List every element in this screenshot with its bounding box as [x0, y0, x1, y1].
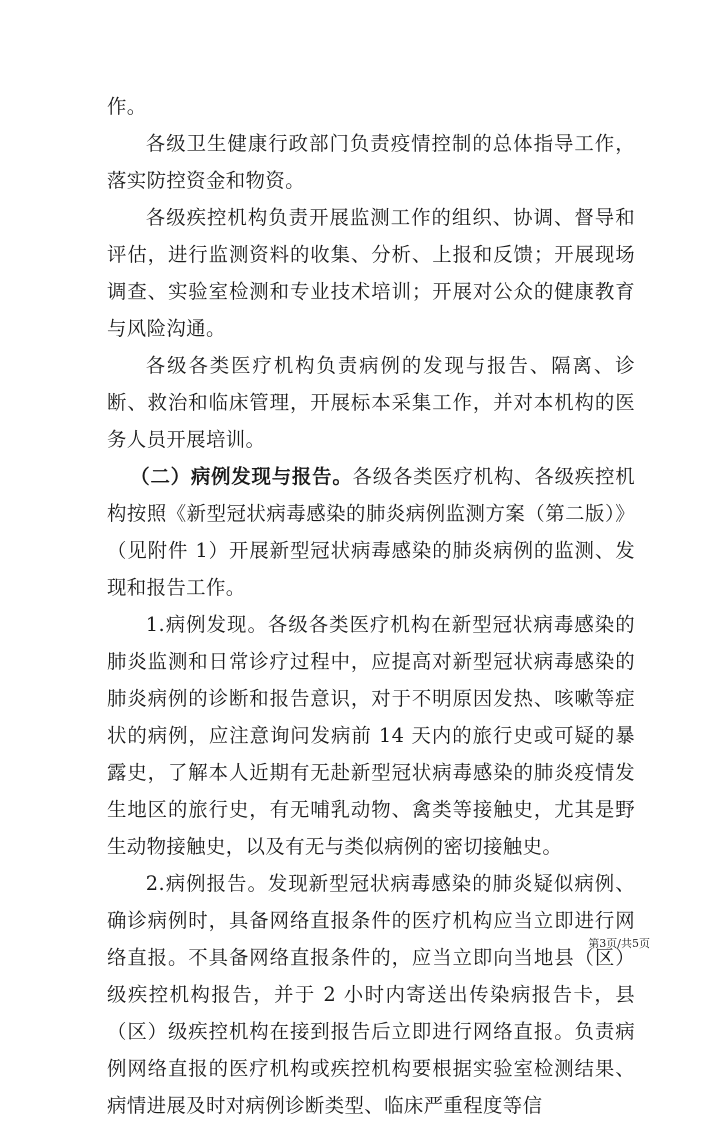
document-body	[107, 88, 635, 1124]
page-number: 第3页/共5页	[588, 937, 650, 950]
paragraph-case-discovery: 1.病例发现。各级各类医疗机构在新型冠状病毒感染的肺炎监测和日常诊疗过程中，应提高对新型冠状病毒感染的肺炎病例的诊断和报告意识，对于不明原因发热、咳嗽等症状的病例，应注意询问发病前 14 天内的旅行史或可疑的暴露史，了解本人近期有无赴新型冠状病毒感染的肺炎疫情发生地区的旅行史，有无哺乳动物、禽类等接触史，尤其是野生动物接触史，以及有无与类似病例的密切接触史。	[107, 613, 635, 858]
paragraph-case-reporting: 2.病例报告。发现新型冠状病毒感染的肺炎疑似病例、确诊病例时，具备网络直报条件的医疗机构应当立即进行网络直报。不具备网络直报条件的，应当立即向当地县（区）级疾控机构报告，并于 2 小时内寄送出传染病报告卡，县（区）级疾控机构在接到报告后立即进行网络直报。负责病例网络直报的医疗机构或疾控机构要根据实验室检测结果、病情进展及时对病例诊断类型、临床严重程度等信	[107, 872, 635, 1117]
paragraph-continuation: 作。	[107, 95, 147, 118]
section-body: 各级各类医疗机构、各级疾控机构按照《新型冠状病毒感染的肺炎病例监测方案（第二版）》（见附件 1）开展新型冠状病毒感染的肺炎病例的监测、发现和报告工作。	[107, 465, 635, 599]
paragraph-health-admin: 各级卫生健康行政部门负责疫情控制的总体指导工作，落实防控资金和物资。	[107, 132, 635, 192]
paragraph-cdc-duties: 各级疾控机构负责开展监测工作的组织、协调、督导和评估，进行监测资料的收集、分析、上报和反馈；开展现场调查、实验室检测和专业技术培训；开展对公众的健康教育与风险沟通。	[107, 206, 635, 340]
paragraph-case-discovery-section	[107, 458, 635, 606]
section-heading: （二）病例发现与报告。	[130, 465, 353, 488]
paragraph-medical-institutions: 各级各类医疗机构负责病例的发现与报告、隔离、诊断、救治和临床管理，开展标本采集工作，并对本机构的医务人员开展培训。	[107, 354, 635, 451]
